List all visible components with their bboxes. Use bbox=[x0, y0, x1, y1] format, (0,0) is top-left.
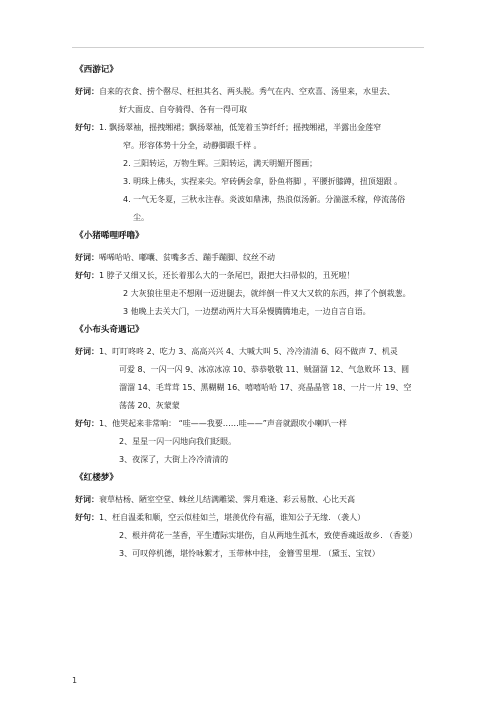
sentence-line: 4. 一气无冬夏，三秋永注春。炎波如鼎沸，热浪似汤新。分湍滋禾稼，停流荡俗 bbox=[123, 195, 406, 204]
good-words-block bbox=[75, 83, 427, 119]
sentence-line: 3、夜深了，大街上冷冷清清的 bbox=[119, 455, 229, 464]
good-words-line: 可爱 8、一闪一闪 9、冰凉冰凉 10、恭恭敬敬 11、贼溜溜 12、气急败坏 13、圆 bbox=[119, 365, 410, 374]
good-words-line: 好大面皮、自夸骑得、各有一得可取 bbox=[119, 105, 247, 114]
good-words-line: 1、叮叮咚咚 2、吃力 3、高高兴兴 4、大喊大叫 5、冷冷清清 6、闷不做声 7、机灵 bbox=[99, 347, 398, 356]
good-sentences-label: 好句： bbox=[75, 419, 99, 428]
good-words-label: 好词： bbox=[75, 495, 99, 504]
sentence-line: 2、星星一闪一闪地向我们眨眼。 bbox=[119, 437, 237, 446]
header-rule bbox=[72, 47, 424, 48]
sentence-line: 2、根并荷花一茎香，平生遭际实堪伤，自从两地生孤木，致使香魂返故乡. （香菱） bbox=[119, 531, 418, 540]
good-sentences-block bbox=[75, 509, 427, 563]
sentence-line: 3、可叹停机德，堪怜咏絮才，玉带林中挂， 金簪雪里埋. （黛玉、宝钗） bbox=[119, 549, 380, 558]
good-sentences-block bbox=[75, 119, 427, 227]
sentence-line: 窄。形容体势十分全，动静脚跟千样 。 bbox=[123, 141, 262, 150]
sentence-line: 1、枉自温柔和顺，空云似桂如兰，堪羡优伶有福，谁知公子无缘. （袭人） bbox=[99, 513, 366, 522]
section-title-xiaobutou: 《小布头奇遇记》 bbox=[75, 325, 144, 335]
document-body bbox=[75, 64, 427, 563]
good-words-label: 好词： bbox=[75, 87, 99, 96]
good-words-line: 自来的衣食、捞个罄尽、枉担其名、两头脱。秀气在内、空欢喜、汤里来，水里去、 bbox=[99, 87, 395, 96]
sentence-line: 1、他哭起来非常响： “哇——我要……哇——”声音就跟吹小喇叭一样 bbox=[99, 419, 347, 428]
good-sentences-label: 好句： bbox=[75, 513, 99, 522]
good-words-line: 衰草枯杨、陋室空堂、蛛丝儿结满雕梁、霁月难逢、彩云易散、心比天高 bbox=[99, 495, 355, 504]
good-words-line: 荡荡 20、灰蒙蒙 bbox=[119, 401, 180, 410]
good-words-label: 好词： bbox=[75, 253, 99, 262]
good-sentences-label: 好句： bbox=[75, 123, 99, 132]
sentence-line: 1. 飘扬翠袖，摇拽缃裙；飘扬翠袖，低笼着玉笋纤纤；摇拽缃裙，半露出金莲窄 bbox=[99, 123, 382, 132]
good-words-block bbox=[75, 491, 427, 509]
good-words-block bbox=[75, 343, 427, 415]
sentence-line: 2 大灰狼往里走不想刚一迈进腿去，就绊倒一件又大又软的东西，摔了个倒栽葱。 bbox=[123, 289, 411, 298]
good-words-line: 唏唏哈哈、嘟囔、贫嘴多舌、蹦手蹦脚、纹丝不动 bbox=[99, 253, 275, 262]
good-sentences-block bbox=[75, 415, 427, 469]
good-words-line: 溜溜 14、毛茸茸 15、黑糊糊 16、嘻嘻哈哈 17、亮晶晶管 18、一片一片 19、空 bbox=[119, 383, 412, 392]
sentence-line: 尘。 bbox=[133, 213, 149, 222]
section-title-hongloumeng: 《红楼梦》 bbox=[75, 473, 118, 483]
good-words-label: 好词： bbox=[75, 347, 99, 356]
sentence-line: 3 他晚上去关大门，一边摆动两片大耳朵慢腾腾地走，一边自言自语。 bbox=[123, 307, 371, 316]
page-number: 1 bbox=[72, 676, 78, 685]
good-words-block bbox=[75, 249, 427, 267]
good-sentences-label: 好句： bbox=[75, 271, 99, 280]
section-title-xiyouji: 《西游记》 bbox=[75, 65, 118, 75]
sentence-line: 3. 明珠上佛头，实捏来尖。窄砖俩会拿，卧鱼将脚 ，平腰折膝蹲，扭顶翅跟 。 bbox=[123, 177, 403, 186]
sentence-line: 1 脖子又细又长，还长着那么大的一条尾巴，跟把大扫帚似的，丑死啦！ bbox=[99, 271, 355, 280]
good-sentences-block bbox=[75, 267, 427, 321]
section-title-xiaozhu: 《小猪唏哩呼噜》 bbox=[75, 231, 144, 241]
sentence-line: 2. 三阳转运，万物生辉。三阳转运，满天明媚开图画； bbox=[123, 159, 318, 168]
